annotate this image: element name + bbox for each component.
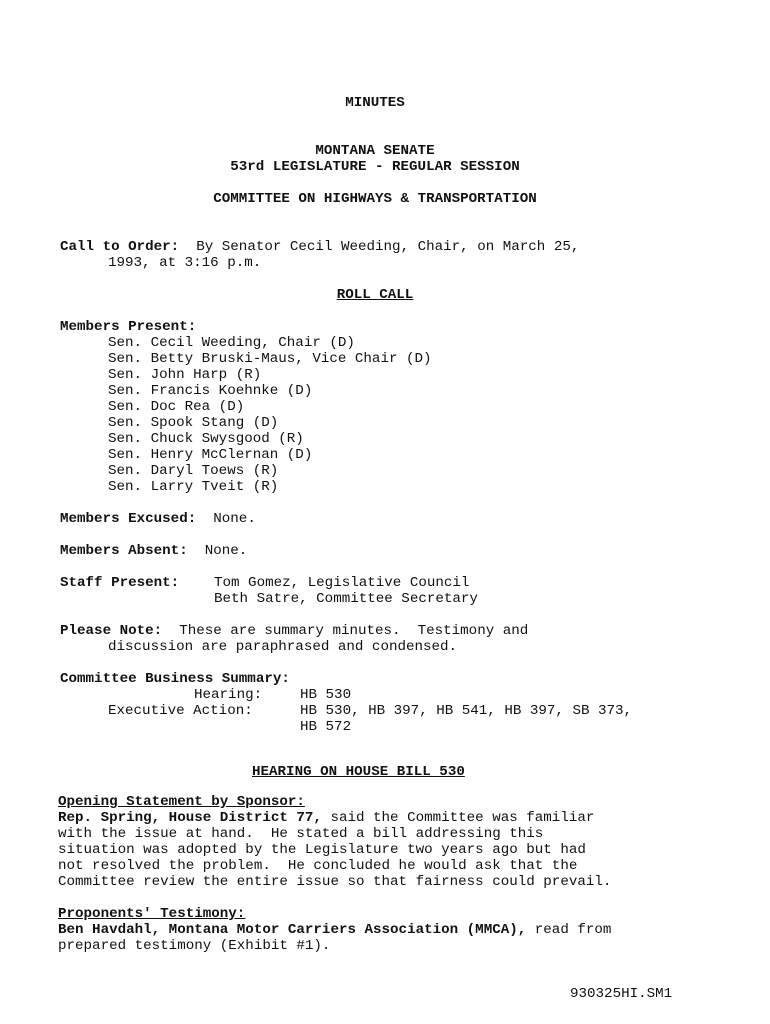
- members-excused-label: Members Excused:: [60, 511, 197, 527]
- opening-text-line: not resolved the problem. He concluded he would ask that the: [58, 858, 578, 874]
- opening-statement-line: [58, 810, 594, 826]
- member-item: Sen. Cecil Weeding, Chair (D): [108, 335, 355, 351]
- opening-statement-heading: Opening Statement by Sponsor:: [58, 794, 305, 810]
- staff-item: Beth Satre, Committee Secretary: [214, 591, 478, 607]
- members-absent-value: None.: [204, 543, 248, 559]
- member-item: Sen. Daryl Toews (R): [108, 463, 279, 479]
- member-item: Sen. John Harp (R): [108, 367, 262, 383]
- call-to-order: [60, 239, 579, 255]
- please-note-text-2: discussion are paraphrased and condensed.: [108, 639, 458, 655]
- staff-present-label: Staff Present:: [60, 575, 180, 591]
- session-title: 53rd LEGISLATURE - REGULAR SESSION: [230, 159, 520, 175]
- call-to-order-label: Call to Order:: [60, 239, 180, 255]
- proponents-line: [58, 922, 611, 938]
- please-note-text: These are summary minutes. Testimony and: [179, 623, 529, 639]
- roll-call-title: ROLL CALL: [336, 287, 414, 303]
- call-to-order-text-2: 1993, at 3:16 p.m.: [108, 255, 262, 271]
- opening-text-line: with the issue at hand. He stated a bill addressing this: [58, 826, 544, 842]
- exec-action-value: HB 530, HB 397, HB 541, HB 397, SB 373,: [300, 703, 633, 719]
- senate-title: MONTANA SENATE: [315, 143, 435, 159]
- staff-item: Tom Gomez, Legislative Council: [214, 575, 470, 591]
- sponsor-name: Rep. Spring, House District 77,: [58, 810, 322, 826]
- members-excused: [60, 511, 256, 527]
- please-note-label: Please Note:: [60, 623, 163, 639]
- opening-text: said the Committee was familiar: [321, 810, 595, 826]
- member-item: Sen. Spook Stang (D): [108, 415, 279, 431]
- opening-text-line: situation was adopted by the Legislature two years ago but had: [58, 842, 586, 858]
- members-excused-value: None.: [213, 511, 256, 527]
- hearing-value: HB 530: [300, 687, 352, 703]
- member-item: Sen. Henry McClernan (D): [108, 447, 313, 463]
- proponent-name: Ben Havdahl, Montana Motor Carriers Association (MMCA),: [58, 922, 527, 938]
- proponents-heading: Proponents' Testimony:: [58, 906, 246, 922]
- member-item: Sen. Larry Tveit (R): [108, 479, 279, 495]
- please-note: [60, 623, 528, 639]
- proponent-text-2: prepared testimony (Exhibit #1).: [58, 938, 331, 954]
- members-absent: [60, 543, 247, 559]
- hearing-label: Hearing:: [194, 687, 263, 703]
- exec-action-label: Executive Action:: [108, 703, 253, 719]
- document-id: 930325HI.SM1: [570, 986, 673, 1002]
- committee-title: COMMITTEE ON HIGHWAYS & TRANSPORTATION: [213, 191, 537, 207]
- minutes-title: MINUTES: [345, 95, 405, 111]
- member-item: Sen. Francis Koehnke (D): [108, 383, 313, 399]
- opening-text-line: Committee review the entire issue so that fairness could prevail.: [58, 874, 612, 890]
- business-summary-label: Committee Business Summary:: [60, 671, 290, 687]
- proponent-text: read from: [526, 922, 612, 938]
- member-item: Sen. Betty Bruski-Maus, Vice Chair (D): [108, 351, 432, 367]
- members-present-label: Members Present:: [60, 319, 197, 335]
- member-item: Sen. Chuck Swysgood (R): [108, 431, 304, 447]
- call-to-order-text: By Senator Cecil Weeding, Chair, on March 25,: [196, 239, 580, 255]
- hearing-title: HEARING ON HOUSE BILL 530: [252, 764, 465, 780]
- exec-action-value-2: HB 572: [300, 719, 352, 735]
- members-absent-label: Members Absent:: [60, 543, 188, 559]
- member-item: Sen. Doc Rea (D): [108, 399, 245, 415]
